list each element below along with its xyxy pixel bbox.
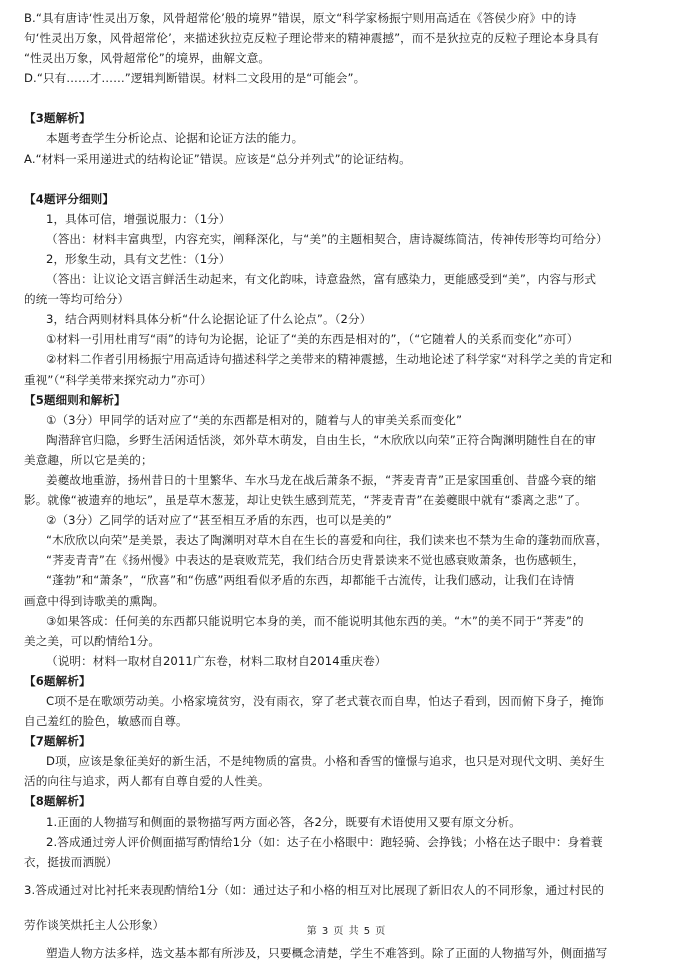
- section-heading-q4: 【4题评分细则】: [24, 191, 115, 206]
- text-line: D.“只有……才……”逻辑判断错误。材料二文段用的是“可能会”。: [24, 71, 366, 86]
- text-line: ③如果答成：任何美的东西都只能说明它本身的美，而不能说明其他东西的美。“木”的美不同于“荠麦”的: [46, 613, 584, 628]
- text-line: 姜夔故地重游，扬州昔日的十里繁华、车水马龙在战后萧条不振，“荠麦青青”正是家国重创、昔盛今衰的缩: [46, 472, 597, 487]
- text-line: 衣，挺拔而洒脱）: [24, 854, 118, 869]
- text-line: “性灵出万象，风骨超常伦”的境界，曲解文意。: [24, 51, 271, 66]
- text-line: 2.答成通过旁人评价侧面描写酌情给1分（如：达子在小格眼中：跑轻骑、会挣钱；小格在达子眼中：身着蓑: [46, 834, 603, 849]
- text-line: 塑造人物方法多样，选文基本都有所涉及，只要概念清楚，学生不难答到。除了正面的人物描写外，侧面描写: [46, 946, 608, 961]
- text-line: D项，应该是象征美好的新生活，不是纯物质的富贵。小格和香雪的憧憬与追求，也只是对现代文明、美好生: [46, 754, 605, 769]
- text-line: 陶潜辞官归隐，乡野生活闲适恬淡，郊外草木萌发，自由生长，“木欣欣以向荣”正符合陶渊明随性自在的审: [46, 432, 597, 447]
- text-line: 活的向往与追求，两人都有自尊自爱的人性美。: [24, 774, 270, 789]
- text-line: 劳作谈笑烘托主人公形象）: [24, 917, 165, 932]
- text-line: 画意中得到诗歌美的熏陶。: [24, 593, 165, 608]
- text-line: 3.答成通过对比衬托来表现酌情给1分（如：通过达子和小格的相互对比展现了新旧农人的不同形象，通过村民的: [24, 882, 605, 897]
- section-heading-q7: 【7题解析】: [24, 734, 91, 749]
- text-line: 影。就像“被遗弃的地坛”，虽是草木葱茏，却让史铁生感到荒芜，“荠麦青青”在姜夔眼中就有“黍离之悲”了。: [24, 493, 587, 508]
- text-line: 1，具体可信，增强说服力：（1分）: [46, 211, 231, 226]
- section-heading-q6: 【6题解析】: [24, 673, 91, 688]
- text-line: （答出：让议论文语言鲜活生动起来，有文化韵味，诗意盎然，富有感染力，更能感受到“美”，内容与形式: [46, 272, 597, 287]
- text-line: 的统一等均可给分）: [24, 292, 130, 307]
- text-line: 本题考查学生分析论点、论据和论证方法的能力。: [46, 131, 304, 146]
- text-line: 2，形象生动，具有文艺性：（1分）: [46, 251, 231, 266]
- page-number-footer: 第 3 页 共 5 页: [306, 926, 387, 937]
- text-line: “荠麦青青”在《扬州慢》中表达的是衰败荒芜，我们结合历史背景读来不觉也感衰败萧条，也伤感顿生，: [46, 553, 585, 568]
- text-line: ①（3分）甲同学的话对应了“美的东西都是相对的，随着与人的审美关系而变化”: [46, 412, 463, 427]
- document-body: [24, 8, 672, 963]
- text-line: 重视”（“科学美带来探究动力”亦可）: [24, 372, 212, 387]
- text-line: 美意趣，所以它是美的；: [24, 452, 153, 467]
- text-line: C项不是在歌颂劳动美。小格家境贫穷，没有雨衣，穿了老式蓑衣而自卑，怕达子看到，因而俯下身子，掩饰: [46, 694, 604, 708]
- text-line: 1.正面的人物描写和侧面的景物描写两方面必答，各2分，既要有术语使用又要有原文分析。: [46, 814, 521, 829]
- text-line: ②材料二作者引用杨振宁用高适诗句描述科学之美带来的精神震撼，生动地论述了科学家“对科学之美的肯定和: [46, 352, 613, 367]
- text-line: “蓬勃”和“萧条”，“欣喜”和“伤感”两组看似矛盾的东西，却都能千古流传，让我们感动，让我们在诗情: [46, 573, 575, 588]
- source-note: （说明：材料一取材自2011广东卷，材料二取材自2014重庆卷）: [46, 653, 387, 668]
- text-line: 句‘性灵出万象，风骨超常伦’，来描述狄拉克反粒子理论带来的精神震撼”，而不是狄拉克的反粒子理论本身具有: [24, 31, 599, 46]
- section-heading-q3: 【3题解析】: [24, 111, 91, 126]
- section-heading-q8: 【8题解析】: [24, 794, 91, 809]
- text-line: B.“具有唐诗‘性灵出万象，风骨超常伦’般的境界”错误，原文“科学家杨振宁则用高适在《答侯少府》中的诗: [24, 11, 577, 25]
- text-line: 自己羞红的脸色，敏感而自尊。: [24, 714, 188, 729]
- text-line: ①材料一引用杜甫写“雨”的诗句为论据，论证了“美的东西是相对的”，（“它随着人的关系而变化”亦可）: [46, 332, 579, 347]
- text-line: ②（3分）乙同学的话对应了“甚至相互矛盾的东西，也可以是美的”: [46, 513, 392, 528]
- text-line: 美之美，可以酌情给1分。: [24, 633, 161, 648]
- section-heading-q5: 【5题细则和解析】: [24, 392, 126, 407]
- text-line: “木欣欣以向荣”是美景，表达了陶渊明对草木自在生长的喜爱和向往，我们读来也不禁为生命的蓬勃而欣喜，: [46, 533, 608, 548]
- text-line: A.“材料一采用递进式的结构论证”错误。应该是“总分并列式”的论证结构。: [24, 151, 411, 166]
- text-line: 3，结合两则材料具体分析“什么论据论证了什么论点”。（2分）: [46, 312, 372, 327]
- text-line: （答出：材料丰富典型，内容充实，阐释深化，与“美”的主题相契合，唐诗凝练简洁，传神传形等均可给分）: [46, 231, 608, 246]
